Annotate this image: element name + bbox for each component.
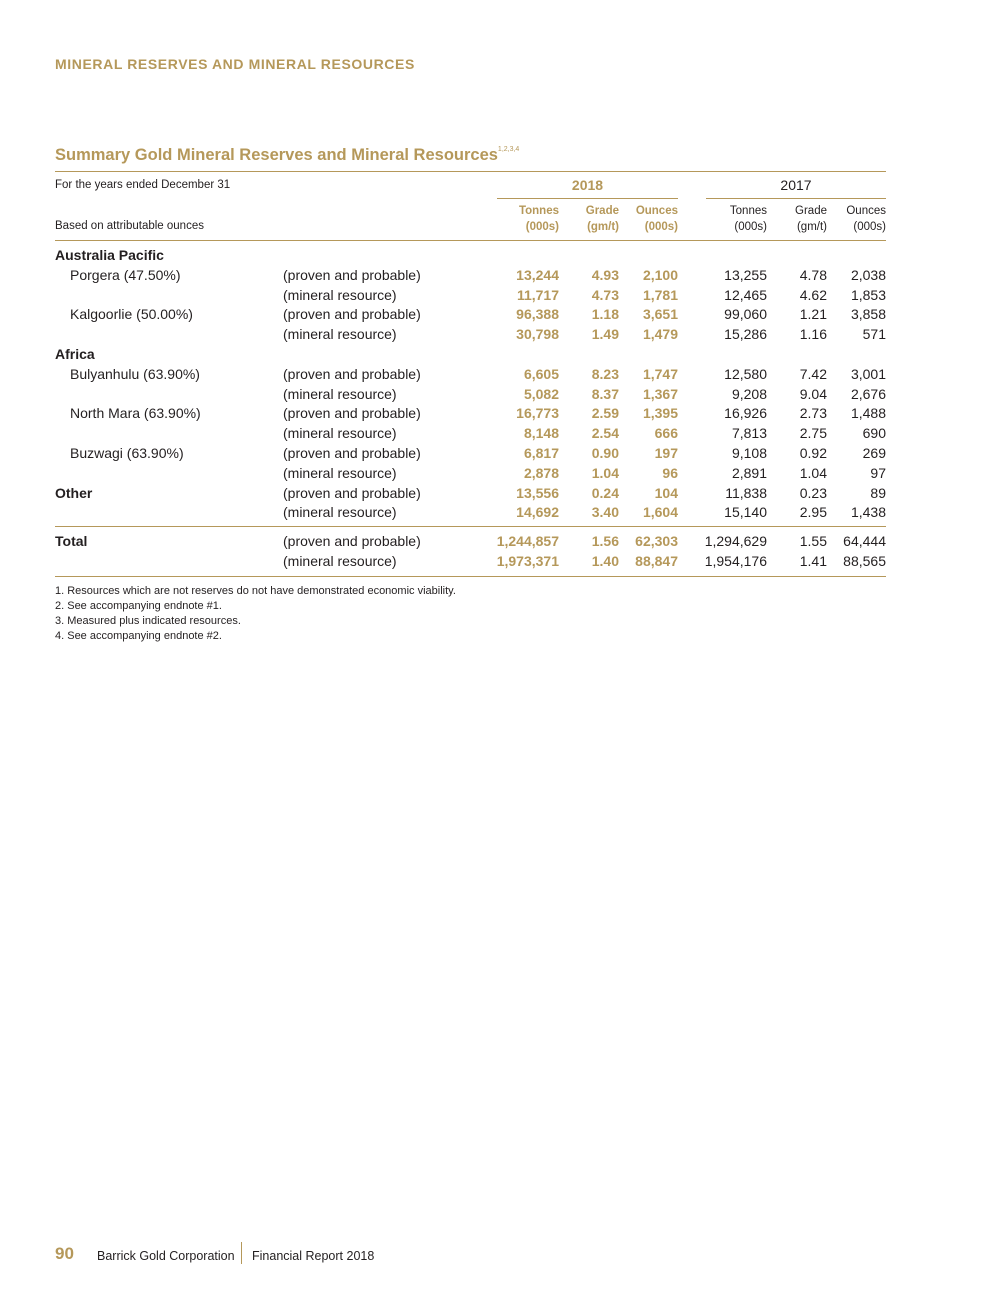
row-name: North Mara (63.90%): [70, 405, 201, 422]
table-row: [0, 324, 1008, 344]
tonnes-2018: 5,082: [523, 385, 559, 402]
tonnes-2018: 11,717: [516, 286, 559, 303]
ounces-2017: 88,565: [843, 553, 886, 569]
row-type: (proven and probable): [283, 365, 421, 382]
table-row: [0, 531, 1008, 551]
table-row: [0, 364, 1008, 384]
row-name: Other: [55, 484, 93, 501]
ounces-2018: 1,367: [642, 385, 678, 402]
table-title: [55, 146, 519, 165]
tonnes-2018: 96,388: [516, 306, 559, 323]
title-rule: [55, 171, 886, 172]
table-row: [0, 502, 1008, 522]
row-name: Australia Pacific: [55, 247, 164, 263]
grade-2017: 2.75: [799, 425, 827, 442]
table-row: [0, 304, 1008, 324]
tonnes-2018: 13,556: [516, 484, 559, 501]
row-type: (proven and probable): [283, 533, 421, 549]
col-header-ounces-2018: Ounces (000s): [635, 205, 678, 233]
tonnes-2017: 99,060: [724, 306, 767, 323]
grade-2017: 1.16: [799, 326, 827, 343]
col-header-tonnes-2018: Tonnes (000s): [518, 205, 559, 233]
col-header-grade-2018: Grade (gm/t): [585, 205, 619, 233]
grade-2018: 1.49: [591, 326, 619, 343]
grade-2018: 1.40: [591, 553, 619, 569]
ounces-2018: 1,395: [642, 405, 678, 422]
section-title: MINERAL RESERVES AND MINERAL RESOURCES: [55, 56, 415, 72]
table-row: [0, 423, 1008, 443]
row-type: (proven and probable): [283, 266, 421, 283]
ounces-2018: 62,303: [635, 533, 678, 549]
col-header-ounces-2017: Ounces (000s): [846, 205, 886, 233]
header-rule: [55, 240, 886, 241]
tonnes-2017: 16,926: [724, 405, 767, 422]
grade-2017: 9.04: [799, 385, 827, 402]
tonnes-2017: 12,465: [724, 286, 767, 303]
ounces-2018: 666: [654, 425, 678, 442]
table-title-text: Summary Gold Mineral Reserves and Mineral Resources: [55, 146, 498, 164]
page-number: 90: [55, 1244, 74, 1263]
tonnes-2018: 14,692: [516, 504, 559, 521]
col-header-grade-2017: Grade (gm/t): [795, 205, 827, 233]
row-type: (mineral resource): [283, 425, 397, 442]
year-2017-rule: [706, 198, 886, 199]
row-name: Kalgoorlie (50.00%): [70, 306, 193, 323]
ounces-2018: 1,604: [642, 504, 678, 521]
ounces-2017: 97: [870, 464, 886, 481]
grade-2017: 4.62: [799, 286, 827, 303]
tonnes-2017: 9,108: [731, 445, 767, 461]
grade-2017: 2.73: [799, 405, 827, 422]
ounces-2018: 88,847: [635, 553, 678, 569]
report-name: Financial Report 2018: [252, 1249, 375, 1263]
row-type: (mineral resource): [283, 326, 397, 343]
row-type: (mineral resource): [283, 504, 397, 521]
grade-2018: 4.93: [591, 266, 619, 283]
grade-2018: 0.90: [591, 445, 619, 461]
footnote: 2. See accompanying endnote #1.: [55, 600, 222, 612]
table-row: [0, 463, 1008, 483]
tonnes-2018: 13,244: [516, 266, 559, 283]
grade-2017: 1.21: [799, 306, 827, 323]
ounces-2018: 1,479: [642, 326, 678, 343]
grade-2017: 1.55: [799, 533, 827, 549]
ounces-2017: 1,488: [850, 405, 886, 422]
ounces-2018: 2,100: [642, 266, 678, 283]
footnote: 1. Resources which are not reserves do not have demonstrated economic viability.: [55, 585, 456, 597]
basis-label: Based on attributable ounces: [55, 220, 204, 232]
grade-2018: 0.24: [591, 484, 619, 501]
row-type: (proven and probable): [283, 405, 421, 422]
tonnes-2017: 11,838: [725, 484, 767, 501]
tonnes-2017: 12,580: [724, 365, 767, 382]
tonnes-2017: 7,813: [731, 425, 767, 442]
grade-2018: 2.59: [591, 405, 619, 422]
ounces-2017: 1,853: [850, 286, 886, 303]
ounces-2017: 2,676: [850, 385, 886, 402]
col-header-tonnes-2017: Tonnes (000s): [729, 205, 767, 233]
ounces-2018: 3,651: [642, 306, 678, 323]
footnote: 4. See accompanying endnote #2.: [55, 630, 222, 642]
ounces-2017: 571: [862, 326, 886, 343]
grade-2017: 1.04: [799, 464, 827, 481]
table-row: [0, 384, 1008, 404]
footnote: 3. Measured plus indicated resources.: [55, 615, 241, 627]
table-row: [0, 245, 1008, 265]
row-type: (proven and probable): [283, 306, 421, 323]
table-row: [0, 443, 1008, 463]
tonnes-2017: 1,294,629: [704, 533, 767, 549]
grade-2018: 2.54: [591, 425, 619, 442]
tonnes-2018: 1,244,857: [496, 533, 559, 549]
ounces-2017: 269: [862, 445, 886, 461]
grade-2018: 3.40: [591, 504, 619, 521]
grade-2018: 4.73: [591, 286, 619, 303]
company-name: Barrick Gold Corporation: [97, 1249, 235, 1263]
ounces-2017: 2,038: [850, 266, 886, 283]
ounces-2018: 1,747: [642, 365, 678, 382]
grade-2018: 8.37: [591, 385, 619, 402]
row-type: (proven and probable): [283, 445, 421, 461]
ounces-2017: 3,858: [850, 306, 886, 323]
grade-2017: 4.78: [799, 266, 827, 283]
tonnes-2017: 15,286: [724, 326, 767, 343]
tonnes-2018: 2,878: [523, 464, 559, 481]
tonnes-2017: 15,140: [724, 504, 767, 521]
tonnes-2018: 8,148: [523, 425, 559, 442]
ounces-2017: 1,438: [850, 504, 886, 521]
table-row: [0, 551, 1008, 571]
ounces-2018: 197: [654, 445, 678, 461]
ounces-2017: 690: [862, 425, 886, 442]
tonnes-2018: 30,798: [516, 326, 559, 343]
ounces-2017: 89: [870, 484, 886, 501]
footnotes: [55, 584, 456, 644]
year-2018-rule: [497, 198, 678, 199]
grade-2018: 1.56: [591, 533, 619, 549]
period-label: For the years ended December 31: [55, 179, 231, 191]
row-name: Total: [55, 533, 88, 549]
tonnes-2017: 2,891: [731, 464, 767, 481]
row-type: (mineral resource): [283, 286, 397, 303]
grade-2017: 1.41: [799, 553, 827, 569]
grade-2017: 0.92: [799, 445, 827, 461]
ounces-2018: 104: [654, 484, 678, 501]
ounces-2018: 96: [662, 464, 678, 481]
year-2017-heading: 2017: [780, 177, 812, 193]
ounces-2017: 64,444: [843, 533, 886, 549]
tonnes-2017: 13,255: [724, 266, 767, 283]
ounces-2017: 3,001: [850, 365, 886, 382]
tonnes-2017: 1,954,176: [704, 553, 767, 569]
table-row: [0, 483, 1008, 503]
row-type: (mineral resource): [283, 553, 397, 569]
row-name: Bulyanhulu (63.90%): [70, 365, 200, 382]
row-type: (proven and probable): [283, 484, 421, 501]
tonnes-2017: 9,208: [731, 385, 767, 402]
grade-2018: 1.04: [591, 464, 619, 481]
footer-divider: [241, 1242, 242, 1264]
row-type: (mineral resource): [283, 385, 397, 402]
table-row: [0, 344, 1008, 364]
table-title-footnote-refs: 1,2,3,4: [497, 146, 520, 153]
table-row: [0, 265, 1008, 285]
row-name: Buzwagi (63.90%): [70, 445, 184, 461]
row-name: Africa: [55, 346, 95, 362]
table-row: [0, 285, 1008, 305]
year-2018-heading: 2018: [571, 177, 604, 193]
grade-2018: 8.23: [591, 365, 619, 382]
tonnes-2018: 6,605: [523, 365, 559, 382]
tonnes-2018: 16,773: [516, 405, 559, 422]
grade-2017: 2.95: [799, 504, 827, 521]
ounces-2018: 1,781: [642, 286, 678, 303]
row-type: (mineral resource): [283, 464, 397, 481]
tonnes-2018: 6,817: [523, 445, 559, 461]
grade-2017: 7.42: [799, 365, 827, 382]
table-row: [0, 403, 1008, 423]
total-rule-top: [55, 526, 886, 527]
total-rule-bottom: [55, 576, 886, 577]
grade-2018: 1.18: [591, 306, 619, 323]
row-name: Porgera (47.50%): [70, 266, 181, 283]
grade-2017: 0.23: [799, 484, 827, 501]
tonnes-2018: 1,973,371: [496, 553, 559, 569]
